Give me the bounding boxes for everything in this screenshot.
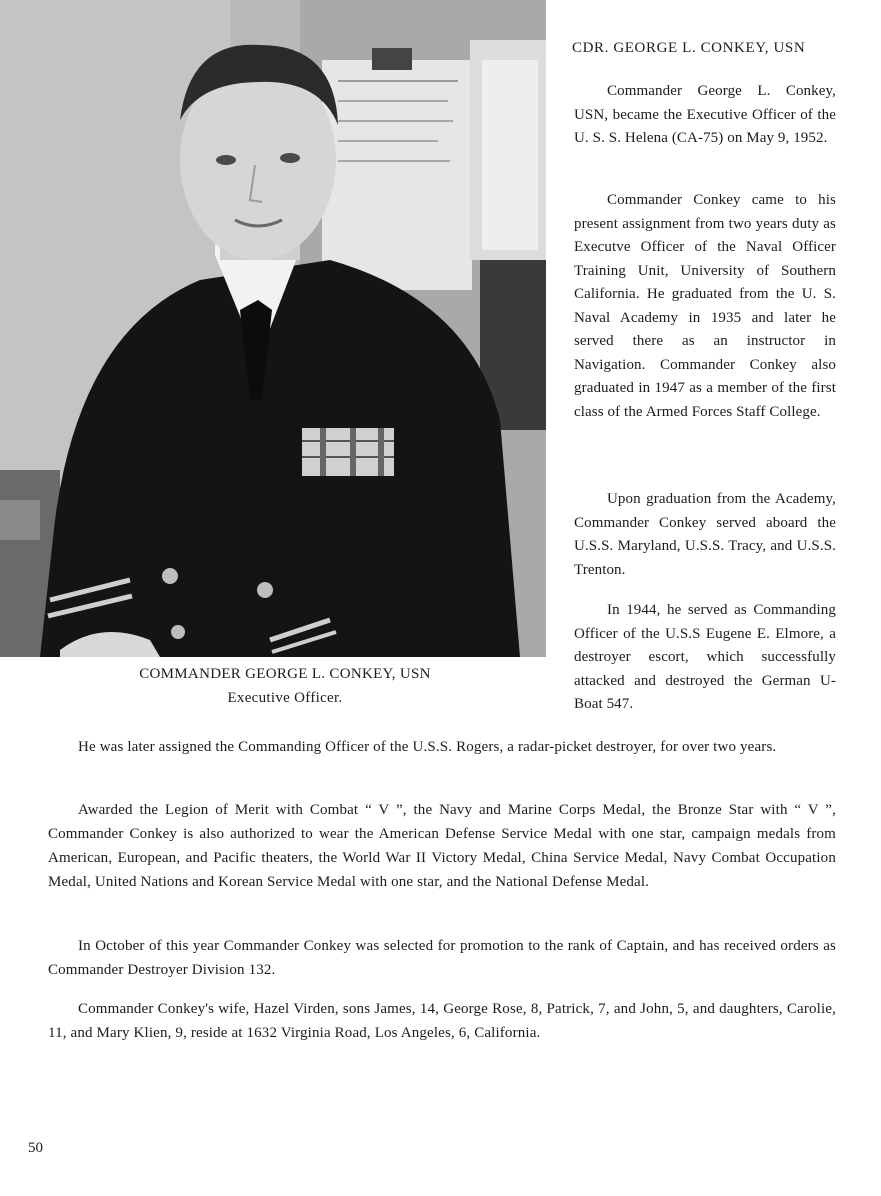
body-paragraph: In October of this year Commander Conkey was selected for promotion to the rank of Captain, and has received orders as Commander Destroyer Division 132. bbox=[48, 938, 836, 978]
biography-paragraph: Upon graduation from the Academy, Commander Conkey served aboard the U.S.S. Maryland, U.S.S. Tracy, and U.S.S. Trenton. bbox=[574, 491, 836, 578]
biography-paragraph: Commander Conkey came to his present assignment from two years duty as Executve Officer of the Naval Officer Training Unit, University of Southern California. He graduated from the U. S. Naval Academy in 1935 and later he served there as an instructor in Navigation. Commander Conkey also graduated in 1947 as a member of the first class of the Armed Forces Staff College. bbox=[574, 192, 836, 420]
officer-portrait-photo bbox=[0, 0, 546, 657]
body-paragraph: He was later assigned the Commanding Officer of the U.S.S. Rogers, a radar-picket destroyer, for over two years. bbox=[78, 739, 777, 755]
body-paragraph: Commander Conkey's wife, Hazel Virden, sons James, 14, George Rose, 8, Patrick, 7, and John, 5, and daughters, Carolie, 11, and Mary Klien, 9, reside at 1632 Virginia Road, Los Angeles, 6, California. bbox=[48, 1001, 836, 1041]
biography-paragraph: Commander George L. Conkey, USN, became the Executive Officer of the U. S. S. Helena (CA-75) on May 9, 1952. bbox=[574, 83, 836, 146]
biography-paragraph: In 1944, he served as Commanding Officer of the U.S.S Eugene E. Elmore, a destroyer escort, which successfully attacked and destroyed the German U-Boat 547. bbox=[574, 602, 836, 712]
body-paragraph: Awarded the Legion of Merit with Combat “ V ”, the Navy and Marine Corps Medal, the Bronze Star with “ V ”, Commander Conkey is also authorized to wear the American Defense Service Medal with one star, campaign medals from American, European, and Pacific theaters, the World War II Victory Medal, China Service Medal, Navy Combat Occupation Medal, United Nations and Korean Service Medal with one star, and the National Defense Medal. bbox=[48, 802, 836, 890]
biography-title: CDR. GEORGE L. CONKEY, USN bbox=[572, 40, 806, 56]
photo-caption-role: Executive Officer. bbox=[227, 690, 343, 706]
page-number: 50 bbox=[28, 1140, 43, 1156]
photo-caption-name: COMMANDER GEORGE L. CONKEY, USN bbox=[139, 666, 431, 682]
